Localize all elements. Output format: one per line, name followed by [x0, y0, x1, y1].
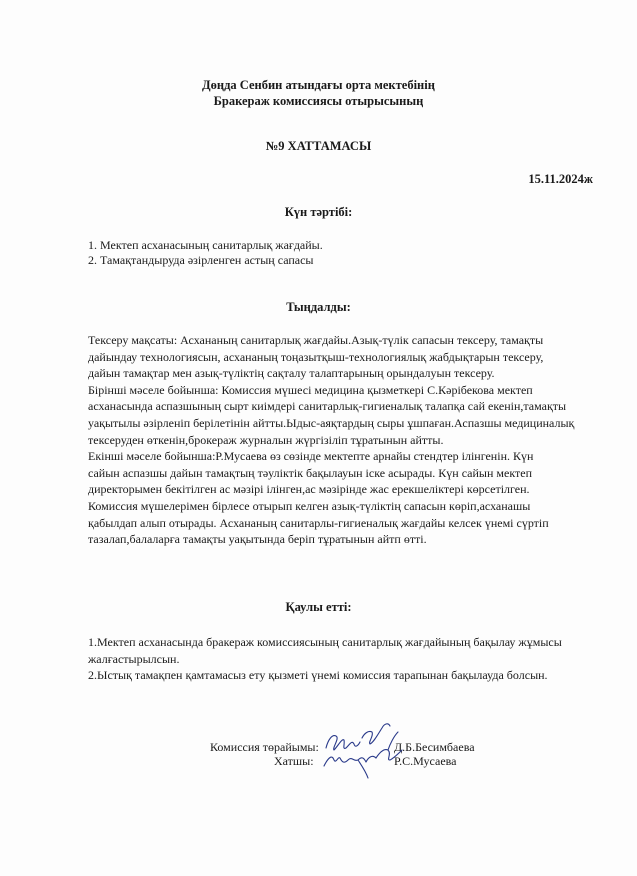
- chair-name: Д.Б.Бесимбаева: [394, 740, 475, 754]
- decision-line: 2.Ыстық тамақпен қамтамасыз ету қызметі үнемі комиссия тарапынан бақылауда болсын.: [88, 668, 548, 683]
- heard-line: қабылдап алып отырады. Асхананың санитарлы-гигиеналық жағдайы келсек үнемі сүртіп: [88, 515, 549, 530]
- decided-heading: Қаулы етті:: [285, 600, 352, 614]
- decision-line: жалғастырылсын.: [88, 651, 180, 666]
- heard-line: тазалап,балаларға тамақты уақытында беріп тұратынын айтп өтті.: [88, 532, 427, 547]
- agenda-heading: Күн тәртібі:: [284, 205, 353, 219]
- protocol-title: №9 ХАТТАМАСЫ: [265, 139, 372, 153]
- heard-line: дайындау технологиясын, асхананың тоңазытқыш-технологиялық жабдықтарын тексеру,: [88, 349, 544, 364]
- secretary-label: Хатшы:: [274, 754, 314, 768]
- protocol-date: 15.11.2024ж: [528, 172, 593, 186]
- heard-line: директорымен бекітілген ас мәзірі ілінген,ас мәзірінде жас ерекшеліктері көрсетілген.: [88, 482, 530, 497]
- agenda-item: 2. Тамақтандыруда әзірленген астың сапасы: [88, 253, 314, 267]
- handwritten-signature-icon: [318, 720, 408, 780]
- heard-line: Бірінші мәселе бойынша: Комиссия мүшесі медицина қызметкері С.Кәрібекова мектеп: [88, 382, 533, 397]
- heard-text: [88, 332, 598, 548]
- heard-heading: Тыңдалды:: [286, 300, 351, 314]
- heard-line: Тексеру мақсаты: Асхананың санитарлық жағдайы.Азық-түлік сапасын тексеру, тамақты: [88, 333, 544, 347]
- school-name-header: Дөңда Сенбин атындағы орта мектебінің: [202, 78, 435, 92]
- heard-line: уақытылы әзірленіп берілетінін айтты.Ыдыс-аяқтардың сыры ұшпаған.Аспазшы медициналық: [88, 415, 575, 430]
- chair-label: Комиссия төрайымы:: [210, 740, 319, 754]
- heard-line: тексеруден өткенін,брокераж журналын жүргізіліп тұратынын айтты.: [88, 432, 444, 447]
- heard-line: Екінші мәселе бойынша:Р.Мусаева өз сөзінде мектепте арнайы стендтер ілінгенін. Күн: [88, 449, 534, 464]
- heard-line: Комиссия мүшелерімен бірлесе отырып келген азық-түліктің сапасын көріп,асханашы: [88, 498, 531, 513]
- commission-header: Бракераж комиссиясы отырысының: [213, 94, 424, 108]
- heard-line: асханасында аспазшының сырт киімдері санитарлық-гигиеналық талапқа сай екенін,тамақты: [88, 399, 567, 414]
- heard-line: сайын аспазшы дайын тамақтың тәуліктік бақылауын іске асырады. Күн сайын мектеп: [88, 465, 532, 480]
- secretary-name: Р.С.Мусаева: [394, 754, 457, 768]
- decision-line: 1.Мектеп асханасында бракераж комиссиясының санитарлық жағдайының бақылау жұмысы: [88, 635, 562, 649]
- agenda-list: [88, 238, 323, 268]
- decided-text: [88, 634, 598, 684]
- agenda-item: 1. Мектеп асханасының санитарлық жағдайы.: [88, 238, 323, 252]
- heard-line: дайын тамақтар мен азық-түліктің сақталу талаптарының орындалуын тексеру.: [88, 366, 495, 381]
